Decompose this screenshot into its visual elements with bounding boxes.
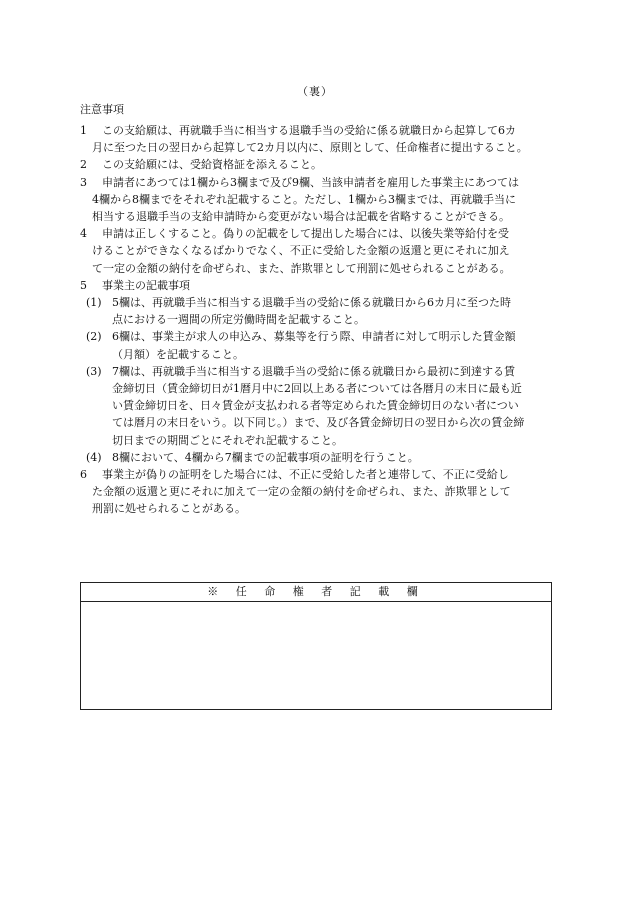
note-subitem — [80, 449, 555, 466]
note-item — [80, 277, 555, 294]
appointing-authority-box — [80, 582, 552, 710]
note-line: 1 この支給願は、再就職手当に相当する退職手当の受給に係る就職日から起算して6カ — [102, 122, 555, 139]
note-item — [80, 122, 555, 156]
item-number: 4 — [80, 227, 87, 241]
note-line: 切日までの期間ごとにそれぞれ記載すること。 — [112, 433, 343, 447]
item-number: 1 — [80, 124, 87, 137]
note-line: (2) 6欄は、事業主が求人の申込み、募集等を行う際、申請者に対して明示した賃金額 — [112, 328, 555, 345]
note-item — [80, 156, 555, 173]
note-item — [80, 466, 555, 518]
item-number: 3 — [80, 175, 87, 189]
note-subitem — [80, 363, 555, 449]
item-number: (3) — [86, 364, 102, 378]
item-number: 5 — [80, 278, 87, 292]
note-line: 6 事業主が偽りの証明をした場合には、不正に受給した者と連帯して、不正に受給し — [102, 466, 555, 483]
note-line: 金締切日（賃金締切日が1暦月中に2回以上ある者については各暦月の末日に最も近 — [112, 382, 522, 396]
note-line: て一定の金額の納付を命ぜられ、また、詐欺罪として刑罰に処せられることがある。 — [92, 261, 511, 275]
note-line: (3) 7欄は、再就職手当に相当する退職手当の受給に係る就職日から最初に到達する賃 — [112, 363, 555, 380]
item-number: 2 — [80, 158, 87, 172]
note-line: （月額）を記載すること。 — [112, 347, 244, 361]
note-line: 相当する退職手当の支給申請時から変更がない場合は記載を省略することができる。 — [92, 210, 510, 224]
box-header: ※ 任 命 権 者 記 載 欄 — [81, 583, 551, 602]
item-number: (4) — [86, 450, 102, 464]
notes-list — [80, 122, 555, 518]
note-line: い賃金締切日を、日々賃金が支払われる者等定められた賃金締切日のない者につい — [112, 399, 519, 413]
note-line: た金額の返還と更にそれに加えて一定の金額の納付を命ぜられ、また、詐欺罪として — [92, 485, 511, 499]
item-number: (1) — [86, 296, 102, 310]
item-number: 6 — [80, 468, 87, 482]
note-line: けることができなくなるばかりでなく、不正に受給した金額の返還と更にそれに加え — [92, 244, 510, 258]
item-number: (2) — [86, 330, 102, 344]
note-line: (1) 5欄は、再就職手当に相当する退職手当の受給に係る就職日から6カ月に至つた時 — [112, 294, 555, 311]
note-subitem — [80, 294, 555, 328]
note-line: 5 事業主の記載事項 — [102, 277, 555, 294]
note-line: ては暦月の末日をいう。以下同じ。）まで、及び各賃金締切日の翌日から次の賃金締 — [112, 416, 525, 430]
note-line: 月に至つた日の翌日から起算して2カ月以内に、原則として、任命権者に提出すること。 — [92, 141, 528, 155]
note-line: 刑罰に処せられることがある。 — [92, 502, 246, 516]
note-line: 3 申請者にあつては1欄から3欄まで及び9欄、当該申請者を雇用した事業主にあつては — [102, 174, 555, 191]
section-title: 注意事項 — [80, 103, 124, 116]
note-line: (4) 8欄において、4欄から7欄までの記載事項の証明を行うこと。 — [112, 449, 555, 466]
note-item — [80, 225, 555, 277]
note-item — [80, 174, 555, 226]
note-line: 2 この支給願には、受給資格証を添えること。 — [102, 156, 555, 173]
note-line: 4欄から8欄までをそれぞれ記載すること。ただし、1欄から3欄までは、再就職手当に — [92, 192, 516, 206]
note-line: 点における一週間の所定労働時間を記載すること。 — [112, 313, 365, 327]
note-subitem — [80, 328, 555, 362]
page-heading: （裏） — [297, 85, 333, 98]
note-line: 4 申請は正しくすること。偽りの記載をして提出した場合には、以後失業等給付を受 — [102, 225, 555, 242]
